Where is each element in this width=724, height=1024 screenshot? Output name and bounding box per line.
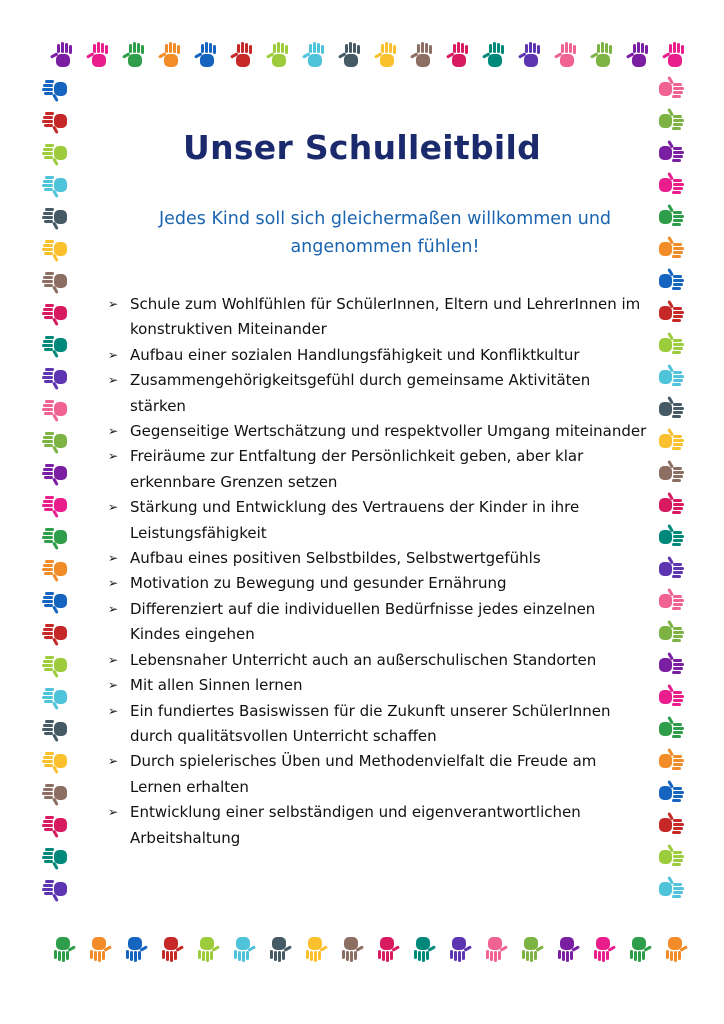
list-item — [108, 800, 648, 851]
list-item-text: Ein fundiertes Basiswissen für die Zukunft unserer SchülerInnen durch qualitätsvollen Unterricht schaffen — [130, 701, 611, 745]
list-item — [108, 673, 648, 698]
list-item — [108, 444, 648, 495]
arrow-bullet-icon: ➢ — [108, 551, 119, 566]
list-item-text: Differenziert auf die individuellen Bedürfnisse jedes einzelnen Kindes eingehen — [130, 599, 596, 644]
arrow-bullet-icon: ➢ — [108, 678, 119, 693]
arrow-bullet-icon: ➢ — [108, 754, 119, 769]
list-item — [108, 648, 648, 673]
list-item — [108, 495, 648, 546]
arrow-bullet-icon: ➢ — [108, 652, 119, 667]
arrow-bullet-icon: ➢ — [108, 449, 119, 464]
arrow-bullet-icon: ➢ — [108, 424, 119, 439]
list-item-text: Gegenseitige Wertschätzung und respektvoller Umgang miteinander — [130, 422, 647, 441]
arrow-bullet-icon: ➢ — [108, 703, 119, 718]
arrow-bullet-icon: ➢ — [108, 347, 119, 362]
list-item-text: Schule zum Wohlfühlen für SchülerInnen, Eltern und LehrerInnen im konstruktiven Miteinander — [130, 295, 641, 339]
list-item-text: Mit allen Sinnen lernen — [130, 676, 303, 695]
arrow-bullet-icon: ➢ — [108, 576, 119, 591]
page-subtitle: Jedes Kind soll sich gleichermaßen willkommen und angenommen fühlen! — [158, 209, 612, 257]
list-item — [108, 292, 648, 343]
arrow-bullet-icon: ➢ — [108, 373, 119, 388]
list-item-text: Aufbau eines positiven Selbstbildes, Selbstwertgefühls — [130, 549, 541, 568]
list-item-text: Entwicklung einer selbständigen und eigenverantwortlichen Arbeitshaltung — [130, 803, 581, 847]
arrow-bullet-icon: ➢ — [108, 500, 119, 515]
list-item-text: Aufbau einer sozialen Handlungsfähigkeit und Konfliktkultur — [130, 345, 580, 364]
arrow-bullet-icon: ➢ — [108, 601, 119, 616]
list-item — [108, 699, 648, 750]
list-item — [108, 368, 648, 419]
list-item-text: Zusammengehörigkeitsgefühl durch gemeinsame Aktivitäten stärken — [130, 371, 591, 415]
list-item-text: Durch spielerisches Üben und Methodenvielfalt die Freude am Lernen erhalten — [130, 752, 597, 796]
mission-statement-list — [108, 292, 648, 851]
page-title: Unser Schulleitbild — [182, 128, 542, 167]
list-item — [108, 546, 648, 571]
list-item-text: Lebensnaher Unterricht auch an außerschulischen Standorten — [130, 650, 597, 669]
arrow-bullet-icon: ➢ — [108, 297, 119, 311]
list-item-text: Freiräume zur Entfaltung der Persönlichkeit geben, aber klar erkennbare Grenzen setzen — [130, 447, 584, 491]
list-item — [108, 571, 648, 596]
list-item-text: Motivation zu Bewegung und gesunder Ernährung — [130, 574, 507, 593]
arrow-bullet-icon: ➢ — [108, 805, 119, 820]
list-item — [108, 597, 648, 648]
list-item-text: Stärkung und Entwicklung des Vertrauens der Kinder in ihre Leistungsfähigkeit — [130, 498, 580, 542]
list-item — [108, 343, 648, 368]
list-item — [108, 419, 648, 444]
list-item — [108, 749, 648, 800]
